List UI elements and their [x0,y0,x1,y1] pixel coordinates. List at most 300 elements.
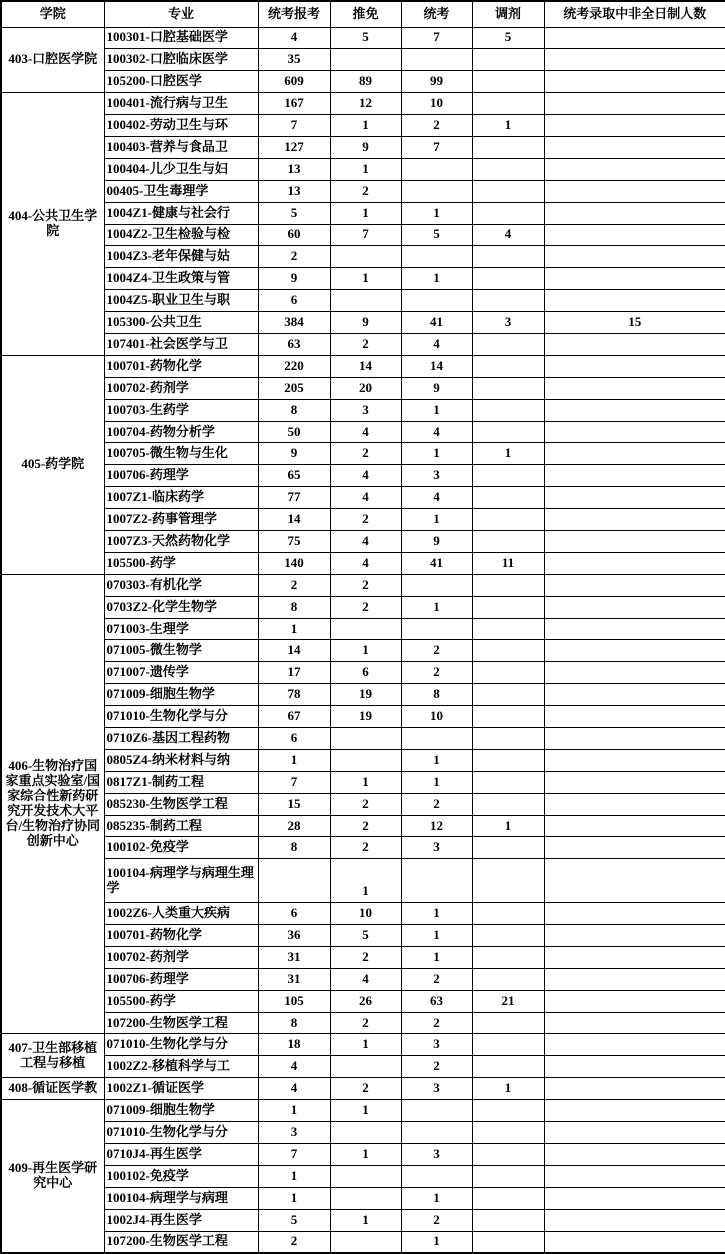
table-row [1,925,725,947]
adjustment-cell [472,706,544,728]
table-row [1,333,725,355]
exam-applicants-cell: 67 [258,706,330,728]
adjustment-cell [472,640,544,662]
adjustment-cell [472,1012,544,1034]
recommended-exempt-cell [330,1056,401,1078]
major-cell: 0710Z6-基因工程药物 [104,728,258,750]
exam-admitted-cell: 3 [401,1034,472,1056]
exam-admitted-cell: 7 [401,136,472,158]
nonfulltime-cell [544,355,725,377]
adjustment-cell [472,1231,544,1253]
exam-applicants-cell: 2 [258,246,330,268]
adjustment-cell [472,968,544,990]
table-row [1,1056,725,1078]
college-cell: 404-公共卫生学院 [1,93,104,356]
college-cell: 406-生物治疗国家重点实验室/国家综合性新药研究开发技术大平台/生物治疗协同创新中心 [1,574,104,1034]
exam-admitted-cell [401,290,472,312]
recommended-exempt-cell: 89 [330,71,401,93]
adjustment-cell: 4 [472,224,544,246]
exam-admitted-cell [401,1100,472,1122]
nonfulltime-cell [544,596,725,618]
exam-applicants-cell: 4 [258,1078,330,1100]
table-row [1,136,725,158]
recommended-exempt-cell: 2 [330,509,401,531]
exam-admitted-cell [401,246,472,268]
header-exam-admitted: 统考 [401,1,472,27]
table-row [1,684,725,706]
nonfulltime-cell [544,618,725,640]
exam-admitted-cell: 1 [401,596,472,618]
exam-applicants-cell: 3 [258,1122,330,1144]
exam-applicants-cell: 8 [258,399,330,421]
exam-applicants-cell: 36 [258,925,330,947]
nonfulltime-cell [544,728,725,750]
major-cell: 107200-生物医学工程 [104,1012,258,1034]
exam-applicants-cell: 9 [258,443,330,465]
adjustment-cell [472,728,544,750]
nonfulltime-cell [544,1187,725,1209]
exam-applicants-cell: 7 [258,115,330,137]
major-cell: 071007-遗传学 [104,662,258,684]
major-cell: 100301-口腔基础医学 [104,27,258,49]
recommended-exempt-cell [330,1122,401,1144]
exam-admitted-cell: 9 [401,530,472,552]
recommended-exempt-cell: 2 [330,946,401,968]
major-cell: 100401-流行病与卫生 [104,93,258,115]
recommended-exempt-cell: 2 [330,1078,401,1100]
recommended-exempt-cell: 1 [330,1209,401,1231]
recommended-exempt-cell: 2 [330,443,401,465]
exam-admitted-cell: 1 [401,771,472,793]
recommended-exempt-cell: 6 [330,662,401,684]
nonfulltime-cell [544,903,725,925]
exam-admitted-cell [401,859,472,903]
major-cell: 100102-免疫学 [104,1165,258,1187]
adjustment-cell [472,946,544,968]
exam-applicants-cell: 1 [258,618,330,640]
recommended-exempt-cell: 4 [330,487,401,509]
recommended-exempt-cell: 4 [330,421,401,443]
adjustment-cell [472,793,544,815]
nonfulltime-cell [544,968,725,990]
exam-admitted-cell: 2 [401,968,472,990]
table-row [1,771,725,793]
major-cell: 100104-病理学与病理生理学 [104,859,258,903]
table-row [1,1100,725,1122]
recommended-exempt-cell [330,749,401,771]
exam-applicants-cell: 15 [258,793,330,815]
major-cell: 100403-营养与食品卫 [104,136,258,158]
recommended-exempt-cell [330,1187,401,1209]
recommended-exempt-cell: 3 [330,399,401,421]
table-row [1,815,725,837]
major-cell: 105300-公共卫生 [104,312,258,334]
exam-applicants-cell: 1 [258,1187,330,1209]
adjustment-cell [472,1165,544,1187]
exam-applicants-cell: 7 [258,1143,330,1165]
adjustment-cell [472,749,544,771]
table-row [1,224,725,246]
table-row [1,93,725,115]
exam-applicants-cell: 1 [258,1100,330,1122]
exam-admitted-cell: 7 [401,27,472,49]
exam-admitted-cell: 12 [401,815,472,837]
major-cell: 1004Z1-健康与社会行 [104,202,258,224]
recommended-exempt-cell [330,1231,401,1253]
major-cell: 1004Z5-职业卫生与职 [104,290,258,312]
table-row [1,1209,725,1231]
recommended-exempt-cell: 2 [330,837,401,859]
exam-applicants-cell: 28 [258,815,330,837]
nonfulltime-cell [544,180,725,202]
major-cell: 100402-劳动卫生与环 [104,115,258,137]
exam-admitted-cell: 1 [401,925,472,947]
nonfulltime-cell [544,662,725,684]
major-cell: 100702-药剂学 [104,946,258,968]
adjustment-cell [472,530,544,552]
table-row [1,443,725,465]
exam-admitted-cell [401,1165,472,1187]
exam-admitted-cell: 1 [401,946,472,968]
major-cell: 070303-有机化学 [104,574,258,596]
exam-admitted-cell: 2 [401,1056,472,1078]
major-cell: 071009-细胞生物学 [104,684,258,706]
exam-applicants-cell: 13 [258,180,330,202]
exam-admitted-cell: 2 [401,115,472,137]
exam-admitted-cell [401,180,472,202]
table-row [1,706,725,728]
major-cell: 105200-口腔医学 [104,71,258,93]
table-row [1,465,725,487]
adjustment-cell [472,1122,544,1144]
recommended-exempt-cell: 5 [330,27,401,49]
recommended-exempt-cell [330,290,401,312]
exam-admitted-cell: 9 [401,377,472,399]
recommended-exempt-cell [330,246,401,268]
adjustment-cell: 21 [472,990,544,1012]
exam-admitted-cell: 1 [401,1231,472,1253]
nonfulltime-cell [544,1100,725,1122]
adjustment-cell [472,1056,544,1078]
exam-admitted-cell: 1 [401,903,472,925]
recommended-exempt-cell: 2 [330,574,401,596]
exam-applicants-cell: 1 [258,749,330,771]
table-row [1,903,725,925]
major-cell: 100705-微生物与生化 [104,443,258,465]
recommended-exempt-cell: 2 [330,793,401,815]
adjustment-cell [472,662,544,684]
table-row [1,202,725,224]
nonfulltime-cell [544,771,725,793]
college-cell: 405-药学院 [1,355,104,574]
nonfulltime-cell [544,1231,725,1253]
exam-admitted-cell: 99 [401,71,472,93]
exam-applicants-cell: 167 [258,93,330,115]
adjustment-cell [472,268,544,290]
adjustment-cell [472,509,544,531]
recommended-exempt-cell: 1 [330,1100,401,1122]
exam-admitted-cell [401,728,472,750]
recommended-exempt-cell: 1 [330,859,401,903]
major-cell: 100701-药物化学 [104,355,258,377]
adjustment-cell [472,771,544,793]
adjustment-cell: 1 [472,815,544,837]
table-row [1,1143,725,1165]
college-cell: 409-再生医学研究中心 [1,1100,104,1253]
exam-applicants-cell: 105 [258,990,330,1012]
exam-applicants-cell: 9 [258,268,330,290]
recommended-exempt-cell: 26 [330,990,401,1012]
exam-admitted-cell: 3 [401,1143,472,1165]
adjustment-cell [472,903,544,925]
table-row [1,399,725,421]
table-row [1,749,725,771]
nonfulltime-cell [544,640,725,662]
adjustment-cell [472,202,544,224]
adjustment-cell: 5 [472,27,544,49]
table-row [1,618,725,640]
exam-admitted-cell: 1 [401,268,472,290]
exam-admitted-cell: 63 [401,990,472,1012]
nonfulltime-cell [544,749,725,771]
recommended-exempt-cell: 20 [330,377,401,399]
header-recommended-exempt: 推免 [330,1,401,27]
nonfulltime-cell [544,115,725,137]
nonfulltime-cell [544,421,725,443]
nonfulltime-cell [544,1012,725,1034]
adjustment-cell [472,574,544,596]
major-cell: 105500-药学 [104,990,258,1012]
table-row [1,946,725,968]
exam-admitted-cell [401,574,472,596]
major-cell: 00405-卫生毒理学 [104,180,258,202]
college-cell: 403-口腔医学院 [1,27,104,93]
nonfulltime-cell [544,1165,725,1187]
exam-admitted-cell: 8 [401,684,472,706]
exam-admitted-cell: 2 [401,662,472,684]
nonfulltime-cell [544,1209,725,1231]
adjustment-cell [472,1100,544,1122]
exam-applicants-cell: 6 [258,290,330,312]
header-adjustment: 调剂 [472,1,544,27]
exam-applicants-cell: 5 [258,1209,330,1231]
major-cell: 100703-生药学 [104,399,258,421]
adjustment-cell [472,158,544,180]
exam-admitted-cell: 10 [401,93,472,115]
exam-applicants-cell: 78 [258,684,330,706]
recommended-exempt-cell: 4 [330,465,401,487]
recommended-exempt-cell: 12 [330,93,401,115]
adjustment-cell [472,71,544,93]
exam-admitted-cell: 14 [401,355,472,377]
nonfulltime-cell [544,27,725,49]
table-row [1,421,725,443]
major-cell: 071010-生物化学与分 [104,1122,258,1144]
exam-admitted-cell: 1 [401,399,472,421]
recommended-exempt-cell: 5 [330,925,401,947]
adjustment-cell: 1 [472,443,544,465]
recommended-exempt-cell: 1 [330,1034,401,1056]
header-major: 专业 [104,1,258,27]
adjustment-cell [472,49,544,71]
college-cell: 408-循证医学教 [1,1078,104,1100]
adjustment-cell [472,465,544,487]
table-row [1,355,725,377]
exam-applicants-cell: 205 [258,377,330,399]
recommended-exempt-cell: 2 [330,596,401,618]
nonfulltime-cell [544,224,725,246]
major-cell: 1004Z2-卫生检验与检 [104,224,258,246]
nonfulltime-cell [544,333,725,355]
major-cell: 100706-药理学 [104,465,258,487]
nonfulltime-cell [544,49,725,71]
table-row [1,115,725,137]
recommended-exempt-cell: 4 [330,552,401,574]
major-cell: 100102-免疫学 [104,837,258,859]
nonfulltime-cell [544,815,725,837]
recommended-exempt-cell: 1 [330,268,401,290]
recommended-exempt-cell: 4 [330,530,401,552]
exam-applicants-cell [258,859,330,903]
nonfulltime-cell [544,837,725,859]
major-cell: 1007Z1-临床药学 [104,487,258,509]
exam-admitted-cell: 3 [401,837,472,859]
nonfulltime-cell [544,1143,725,1165]
exam-admitted-cell [401,158,472,180]
exam-applicants-cell: 8 [258,596,330,618]
adjustment-cell [472,399,544,421]
exam-applicants-cell: 8 [258,1012,330,1034]
nonfulltime-cell [544,246,725,268]
table-row [1,1187,725,1209]
exam-admitted-cell: 4 [401,333,472,355]
exam-admitted-cell: 5 [401,224,472,246]
nonfulltime-cell [544,465,725,487]
table-row [1,662,725,684]
table-row [1,1122,725,1144]
recommended-exempt-cell: 1 [330,771,401,793]
exam-admitted-cell: 41 [401,312,472,334]
nonfulltime-cell [544,1056,725,1078]
exam-applicants-cell: 8 [258,837,330,859]
nonfulltime-cell [544,1122,725,1144]
major-cell: 1007Z3-天然药物化学 [104,530,258,552]
table-row [1,530,725,552]
nonfulltime-cell [544,377,725,399]
adjustment-cell: 3 [472,312,544,334]
exam-applicants-cell: 14 [258,509,330,531]
adjustment-cell [472,377,544,399]
exam-admitted-cell [401,49,472,71]
exam-applicants-cell: 4 [258,1056,330,1078]
major-cell: 085230-生物医学工程 [104,793,258,815]
adjustment-cell [472,136,544,158]
major-cell: 1007Z2-药事管理学 [104,509,258,531]
major-cell: 071010-生物化学与分 [104,706,258,728]
table-row [1,640,725,662]
recommended-exempt-cell: 9 [330,312,401,334]
nonfulltime-cell [544,530,725,552]
adjustment-cell: 1 [472,1078,544,1100]
college-cell: 407-卫生部移植工程与移植 [1,1034,104,1078]
recommended-exempt-cell: 1 [330,1143,401,1165]
adjustment-cell [472,355,544,377]
table-row [1,268,725,290]
nonfulltime-cell [544,706,725,728]
recommended-exempt-cell: 1 [330,115,401,137]
exam-applicants-cell: 1 [258,1165,330,1187]
major-cell: 0817Z1-制药工程 [104,771,258,793]
exam-admitted-cell: 2 [401,793,472,815]
exam-applicants-cell: 75 [258,530,330,552]
recommended-exempt-cell: 19 [330,684,401,706]
table-row [1,1165,725,1187]
adjustment-cell [472,246,544,268]
table-row [1,71,725,93]
exam-applicants-cell: 6 [258,728,330,750]
nonfulltime-cell [544,71,725,93]
adjustment-cell [472,925,544,947]
exam-applicants-cell: 6 [258,903,330,925]
exam-applicants-cell: 2 [258,574,330,596]
exam-applicants-cell: 4 [258,27,330,49]
exam-applicants-cell: 14 [258,640,330,662]
nonfulltime-cell [544,509,725,531]
exam-applicants-cell: 384 [258,312,330,334]
adjustment-cell [472,93,544,115]
exam-applicants-cell: 140 [258,552,330,574]
table-row [1,596,725,618]
exam-applicants-cell: 77 [258,487,330,509]
adjustment-cell: 11 [472,552,544,574]
exam-admitted-cell [401,618,472,640]
exam-applicants-cell: 63 [258,333,330,355]
nonfulltime-cell [544,552,725,574]
nonfulltime-cell [544,487,725,509]
table-row [1,246,725,268]
major-cell: 1004Z4-卫生政策与管 [104,268,258,290]
nonfulltime-cell [544,793,725,815]
major-cell: 100302-口腔临床医学 [104,49,258,71]
table-row [1,180,725,202]
recommended-exempt-cell: 2 [330,333,401,355]
major-cell: 100404-儿少卫生与妇 [104,158,258,180]
nonfulltime-cell [544,399,725,421]
table-row [1,27,725,49]
nonfulltime-cell [544,859,725,903]
exam-applicants-cell: 65 [258,465,330,487]
exam-admitted-cell: 1 [401,202,472,224]
recommended-exempt-cell: 1 [330,640,401,662]
adjustment-cell [472,1209,544,1231]
table-row [1,859,725,903]
exam-admitted-cell: 4 [401,421,472,443]
table-row [1,793,725,815]
nonfulltime-cell [544,158,725,180]
exam-applicants-cell: 609 [258,71,330,93]
table-row [1,158,725,180]
exam-applicants-cell: 13 [258,158,330,180]
table-row [1,1231,725,1253]
nonfulltime-cell: 15 [544,312,725,334]
exam-admitted-cell: 3 [401,465,472,487]
adjustment-cell [472,421,544,443]
table-row [1,49,725,71]
nonfulltime-cell [544,136,725,158]
recommended-exempt-cell: 14 [330,355,401,377]
recommended-exempt-cell [330,49,401,71]
exam-applicants-cell: 60 [258,224,330,246]
